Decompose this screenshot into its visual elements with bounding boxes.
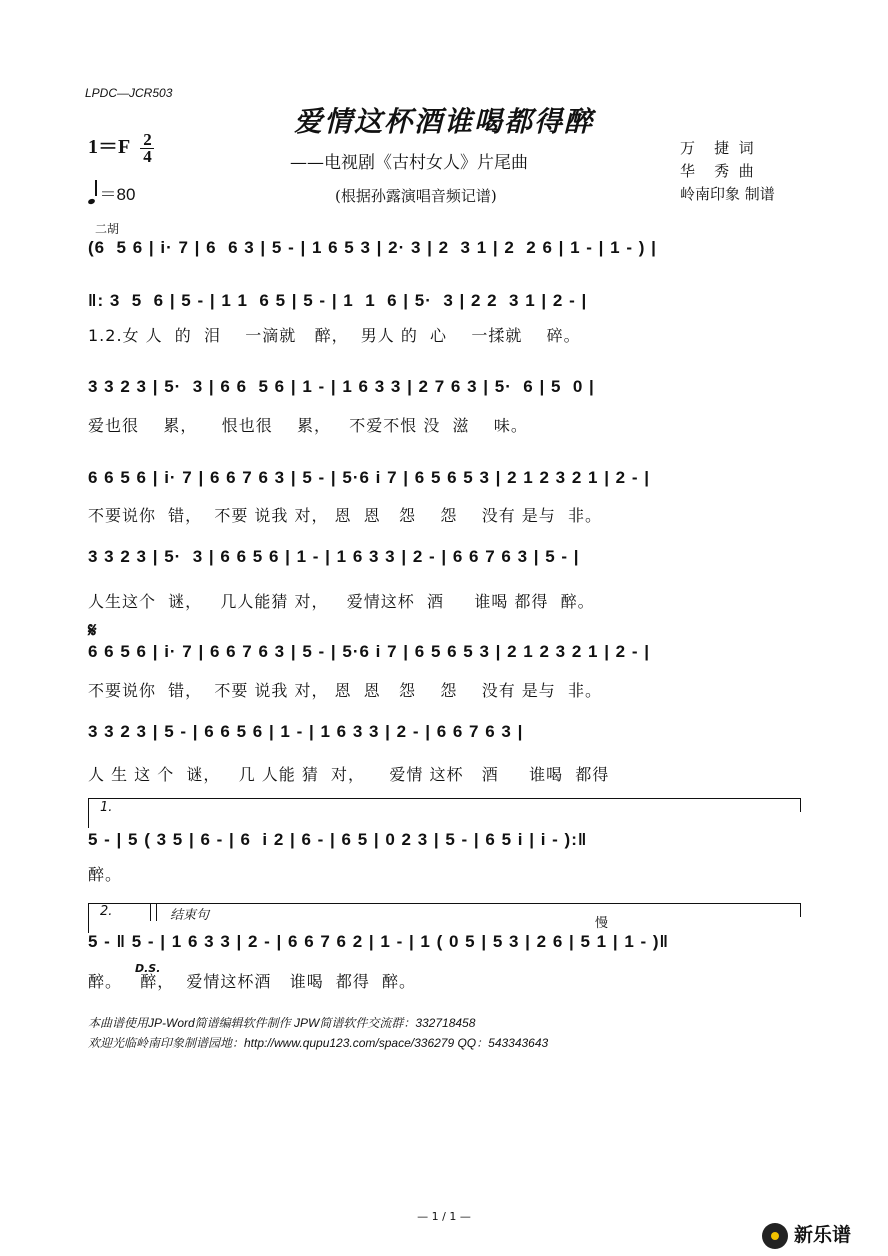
time-denominator: 4: [143, 146, 152, 166]
lyricist-credit: 万 捷 词: [680, 139, 754, 157]
footer-site-note: 欢迎光临岭南印象制谱园地：http://www.qupu123.com/space/336279 QQ：543343643: [88, 1036, 549, 1050]
transcription-note: (根据孙露演唱音频记谱): [335, 187, 497, 205]
first-ending-bracket: [88, 798, 800, 800]
quarter-note-icon: [87, 198, 95, 205]
notation-row-2: ‖: 3 5 6 | 5 - | 1 1 6 5 | 5 - | 1 1 6 | 5· 3 | 2 2 3 1 | 2 - |: [88, 291, 588, 310]
song-title: 爱情这杯酒谁喝都得醉: [293, 105, 594, 138]
lyric-row-5: 人生这个 谜， 几人能猜 对， 爱情这杯 酒 谁喝 都得 醉。: [88, 592, 595, 611]
instrument-label: 二胡: [95, 222, 120, 236]
credits: [680, 137, 775, 206]
song-subtitle: ——电视剧《古村女人》片尾曲: [290, 153, 528, 173]
time-signature: [140, 129, 154, 166]
lyric-row-6: 不要说你 错， 不要 说我 对， 恩 恩 怨 怨 没有 是与 非。: [88, 681, 602, 700]
composer-credit: 华 秀 曲: [680, 162, 754, 180]
notation-row-9: 5 - ‖ 5 - | 1 6 3 3 | 2 - | 6 6 7 6 2 | 1 - | 1 ( 0 5 | 5 3 | 2 6 | 5 1 | 1 - )‖: [88, 932, 670, 951]
first-ending-label: 1.: [100, 800, 113, 815]
tempo-value: ＝80: [99, 185, 136, 204]
tempo-marking: [88, 180, 135, 205]
lyric-row-8: 醉。: [88, 865, 123, 884]
key-signature: [88, 130, 154, 165]
time-numerator: 2: [143, 129, 152, 149]
second-ending-label: 2.: [100, 904, 113, 919]
key-label: 1＝F: [88, 136, 130, 158]
notation-row-1: (6 5 6 | i· 7 | 6 6 3 | 5 - | 1 6 5 3 | 2· 3 | 2 3 1 | 2 2 6 | 1 - | 1 - ) |: [88, 238, 657, 257]
score-code: LPDC—JCR503: [85, 86, 173, 100]
logo-text: 新乐谱: [794, 1224, 852, 1246]
notation-row-7: 3 3 2 3 | 5 - | 6 6 5 6 | 1 - | 1 6 3 3 | 2 - | 6 6 7 6 3 |: [88, 722, 524, 741]
segno-icon: 𝄋: [88, 618, 97, 642]
lyric-row-7: 人 生 这 个 谜， 几 人能 猜 对， 爱情 这杯 酒 谁喝 都得: [88, 765, 610, 784]
slow-marking: 慢: [595, 916, 609, 931]
page-number: — 1 / 1 —: [417, 1210, 471, 1223]
notation-row-4: 6 6 5 6 | i· 7 | 6 6 7 6 3 | 5 - | 5·6 i 7 | 6 5 6 5 3 | 2 1 2 3 2 1 | 2 - |: [88, 468, 650, 487]
lyric-row-2: 1.2.女 人 的 泪 一滴就 醉， 男人 的 心 一揉就 碎。: [88, 326, 581, 345]
site-logo: [762, 1220, 851, 1249]
notation-row-3: 3 3 2 3 | 5· 3 | 6 6 5 6 | 1 - | 1 6 3 3 | 2 7 6 3 | 5· 6 | 5 0 |: [88, 377, 595, 396]
notation-row-5: 3 3 2 3 | 5· 3 | 6 6 5 6 | 1 - | 1 6 3 3 | 2 - | 6 6 7 6 3 | 5 - |: [88, 547, 580, 566]
record-disc-icon: [762, 1223, 788, 1249]
coda-label: 结束句: [170, 908, 210, 923]
dal-segno-marking: D.S.: [135, 962, 161, 975]
notation-row-6: 6 6 5 6 | i· 7 | 6 6 7 6 3 | 5 - | 5·6 i 7 | 6 5 6 5 3 | 2 1 2 3 2 1 | 2 - |: [88, 642, 650, 661]
lyric-row-3: 爱也很 累， 恨也很 累， 不爱不恨 没 滋 味。: [88, 416, 528, 435]
notation-row-8: 5 - | 5 ( 3 5 | 6 - | 6 i 2 | 6 - | 6 5 | 0 2 3 | 5 - | 6 5 i | i - ):‖: [88, 830, 588, 849]
footer-software-note: 本曲谱使用JP-Word简谱编辑软件制作 JPW简谱软件交流群：332718458: [88, 1016, 476, 1030]
lyric-row-4: 不要说你 错， 不要 说我 对， 恩 恩 怨 怨 没有 是与 非。: [88, 506, 602, 525]
arranger-credit: 岭南印象 制谱: [680, 185, 775, 203]
lyric-row-9: 醉。 醉， 爱情这杯酒 谁喝 都得 醉。: [88, 972, 417, 991]
